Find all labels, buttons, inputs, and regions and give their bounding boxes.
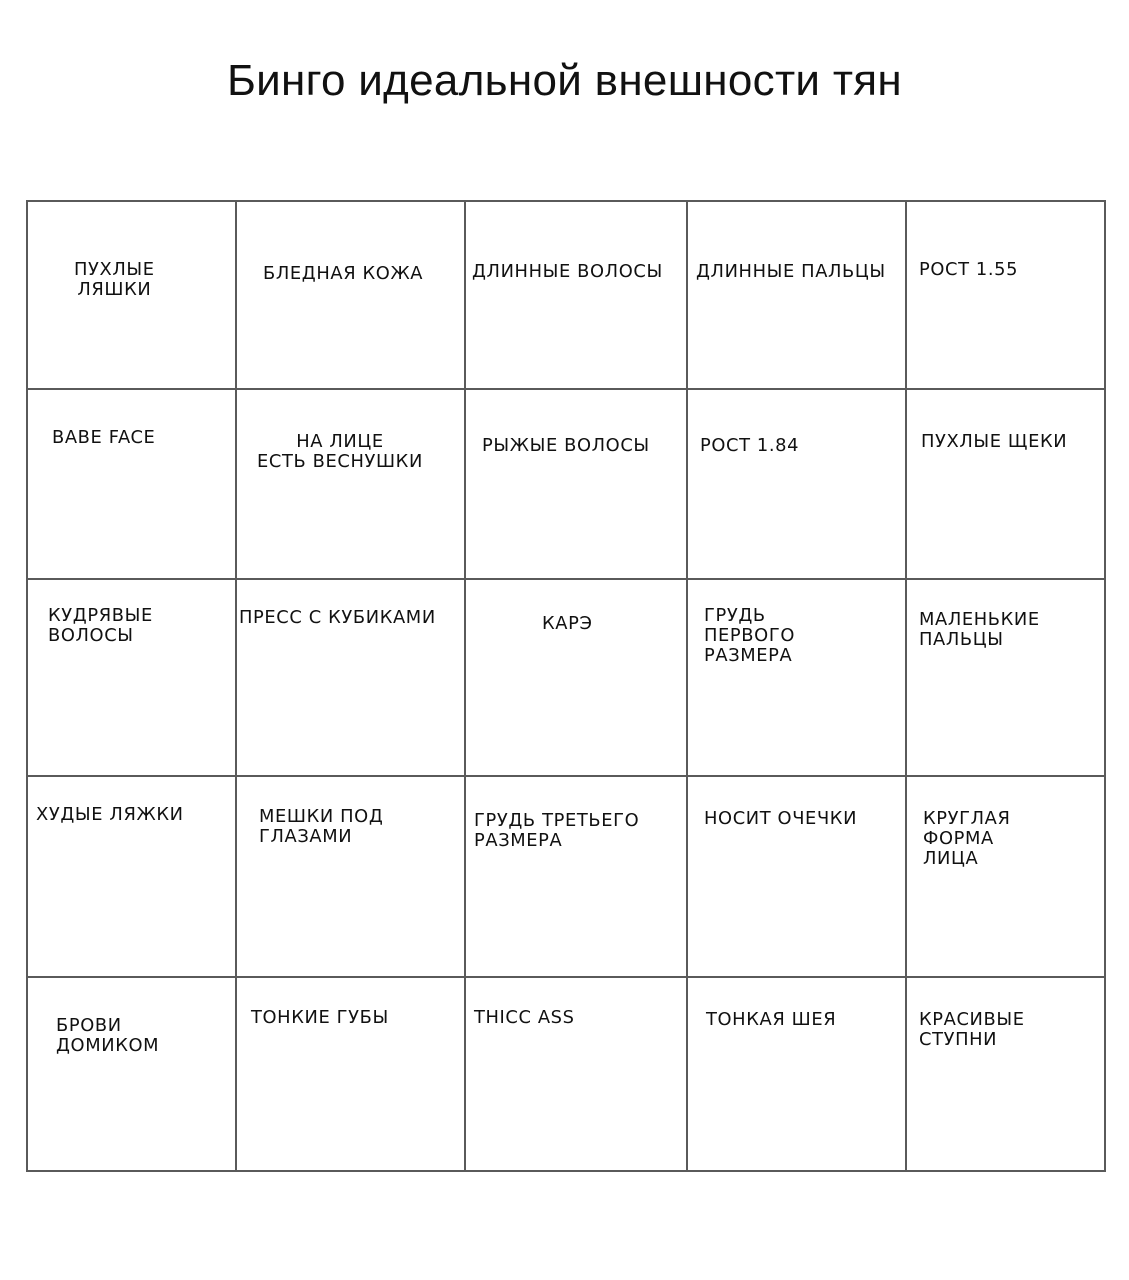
bingo-cell[interactable] xyxy=(688,978,907,1170)
cell-label: ПРЕСС С КУБИКАМИ xyxy=(239,608,436,628)
bingo-cell[interactable] xyxy=(28,978,237,1170)
cell-label: ДЛИННЫЕ ВОЛОСЫ xyxy=(472,262,663,282)
bingo-cell[interactable] xyxy=(28,580,237,777)
bingo-cell[interactable] xyxy=(688,580,907,777)
cell-label: ГРУДЬ ПЕРВОГО РАЗМЕРА xyxy=(704,606,795,666)
bingo-cell[interactable] xyxy=(237,978,466,1170)
cell-label: НА ЛИЦЕ ЕСТЬ ВЕСНУШКИ xyxy=(257,432,423,472)
bingo-cell[interactable] xyxy=(237,390,466,580)
cell-label: ПУХЛЫЕ ЛЯШКИ xyxy=(74,260,155,300)
cell-label: БРОВИ ДОМИКОМ xyxy=(56,1016,160,1056)
cell-label: РОСТ 1.84 xyxy=(700,436,800,456)
cell-label: МАЛЕНЬКИЕ ПАЛЬЦЫ xyxy=(919,610,1040,650)
bingo-cell[interactable] xyxy=(907,390,1104,580)
bingo-cell[interactable] xyxy=(466,390,688,580)
bingo-cell[interactable] xyxy=(466,580,688,777)
bingo-cell[interactable] xyxy=(688,777,907,978)
cell-label: ДЛИННЫЕ ПАЛЬЦЫ xyxy=(696,262,886,282)
bingo-cell[interactable] xyxy=(237,202,466,390)
bingo-cell[interactable] xyxy=(28,777,237,978)
cell-label: МЕШКИ ПОД ГЛАЗАМИ xyxy=(259,807,384,847)
bingo-cell[interactable] xyxy=(688,202,907,390)
page-title: Бинго идеальной внешности тян xyxy=(226,56,903,105)
cell-label: КУДРЯВЫЕ ВОЛОСЫ xyxy=(48,606,153,646)
cell-label: ТОНКИЕ ГУБЫ xyxy=(251,1008,389,1028)
cell-label: КАРЭ xyxy=(542,614,593,634)
cell-label: КРУГЛАЯ ФОРМА ЛИЦА xyxy=(923,809,1011,869)
bingo-cell[interactable] xyxy=(466,202,688,390)
cell-label: ПУХЛЫЕ ЩЕКИ xyxy=(921,432,1068,452)
cell-label: THICC ASS xyxy=(474,1008,575,1028)
cell-label: ТОНКАЯ ШЕЯ xyxy=(706,1010,837,1030)
bingo-cell[interactable] xyxy=(907,978,1104,1170)
bingo-cell[interactable] xyxy=(688,390,907,580)
bingo-cell[interactable] xyxy=(237,777,466,978)
cell-label: НОСИТ ОЧЕЧКИ xyxy=(704,809,858,829)
cell-label: РОСТ 1.55 xyxy=(919,260,1019,280)
cell-label: ХУДЫЕ ЛЯЖКИ xyxy=(36,805,184,825)
bingo-cell[interactable] xyxy=(237,580,466,777)
bingo-cell[interactable] xyxy=(907,202,1104,390)
bingo-grid xyxy=(26,200,1106,1172)
cell-label: БЛЕДНАЯ КОЖА xyxy=(263,264,424,284)
bingo-cell[interactable] xyxy=(907,777,1104,978)
bingo-cell[interactable] xyxy=(466,777,688,978)
cell-label: BABE FACE xyxy=(52,428,156,448)
bingo-cell[interactable] xyxy=(907,580,1104,777)
bingo-cell[interactable] xyxy=(466,978,688,1170)
bingo-cell[interactable] xyxy=(28,202,237,390)
cell-label: КРАСИВЫЕ СТУПНИ xyxy=(919,1010,1025,1050)
cell-label: РЫЖЫЕ ВОЛОСЫ xyxy=(482,436,650,456)
cell-label: ГРУДЬ ТРЕТЬЕГО РАЗМЕРА xyxy=(474,811,640,851)
bingo-cell[interactable] xyxy=(28,390,237,580)
